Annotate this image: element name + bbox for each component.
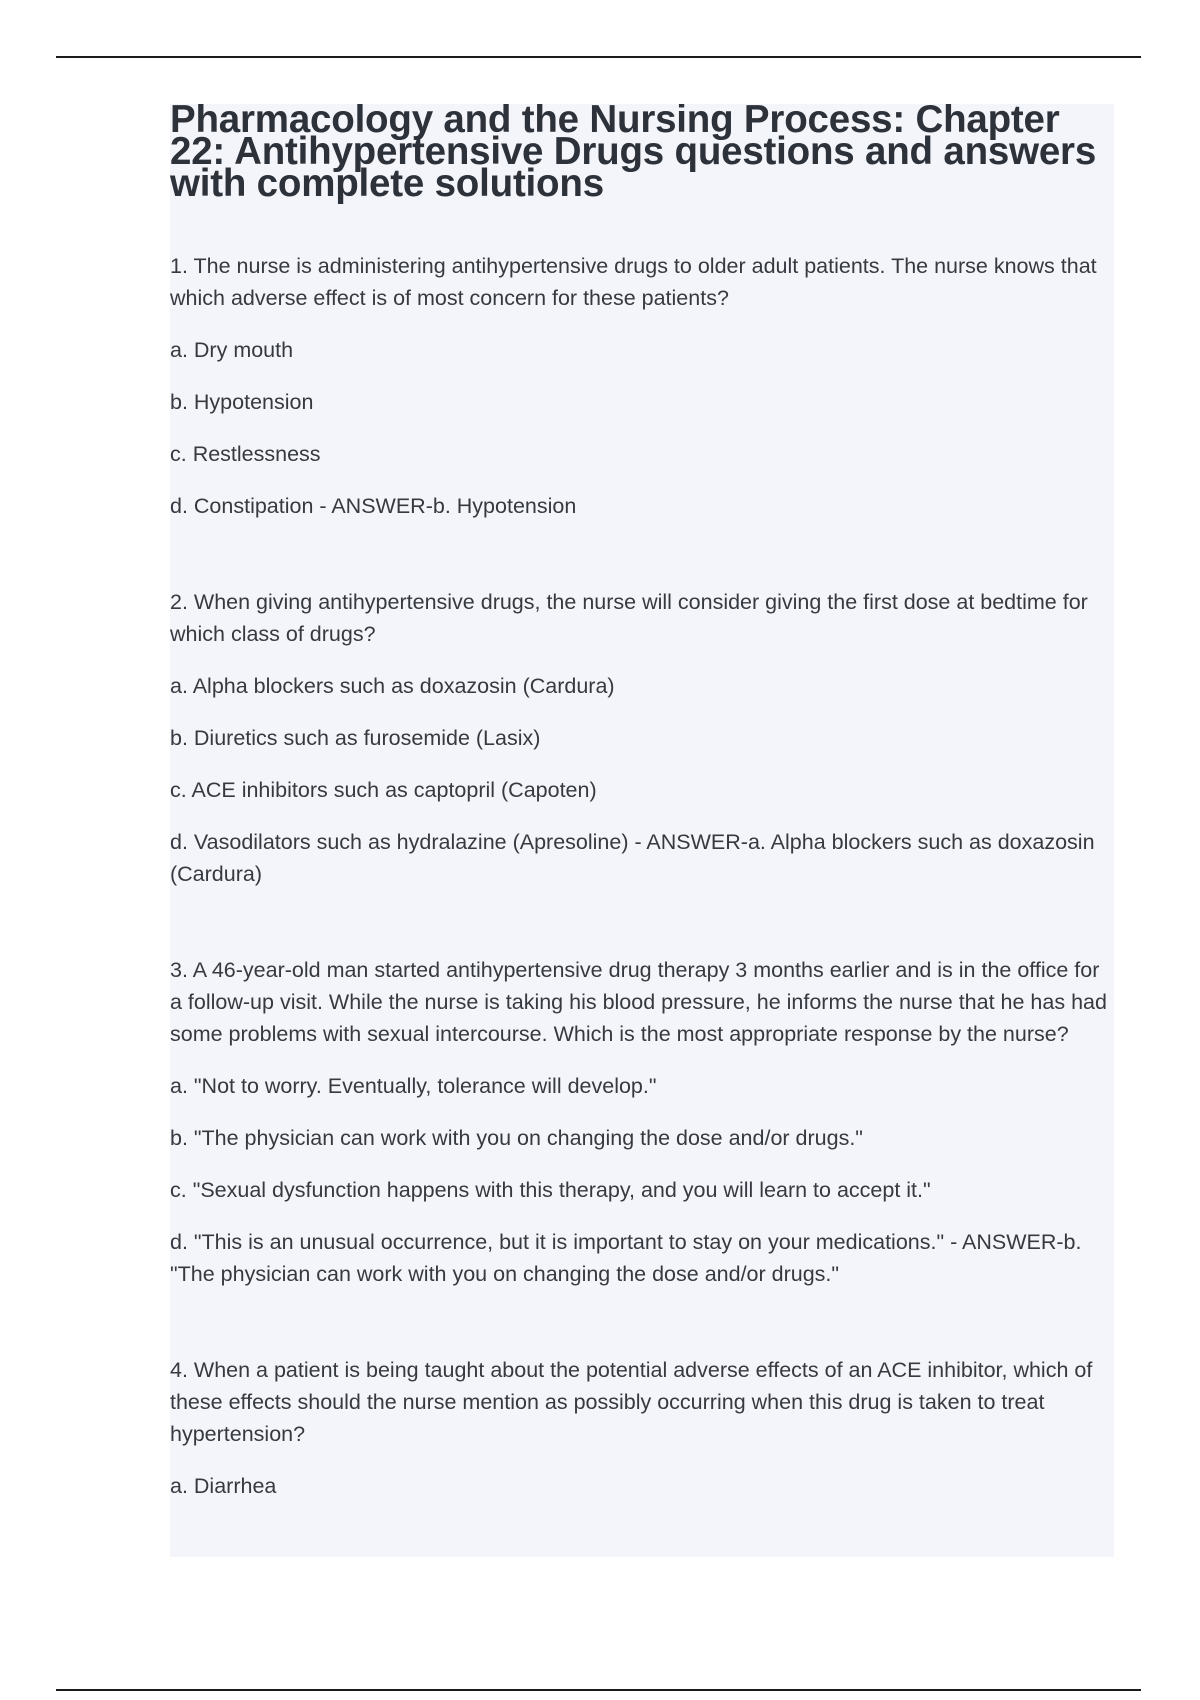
bottom-rule bbox=[56, 1689, 1141, 1691]
answer-option-with-answer: d. Vasodilators such as hydralazine (Apresoline) - ANSWER-a. Alpha blockers such as doxazosin (Cardura) bbox=[170, 830, 1095, 886]
answer-option: c. "Sexual dysfunction happens with this therapy, and you will learn to accept it." bbox=[170, 1178, 931, 1202]
question-text: 3. A 46-year-old man started antihypertensive drug therapy 3 months earlier and is in the office for a follow-up visit. While the nurse is taking his blood pressure, he informs the nurse that he has had some problems with sexual intercourse. Which is the most appropriate response by the nurse? bbox=[170, 958, 1107, 1046]
question-list bbox=[170, 250, 1114, 1502]
answer-option: a. Dry mouth bbox=[170, 338, 294, 362]
answer-option: b. Diuretics such as furosemide (Lasix) bbox=[170, 726, 541, 750]
answer-option: b. Hypotension bbox=[170, 390, 314, 414]
question-text: 4. When a patient is being taught about the potential adverse effects of an ACE inhibitor, which of these effects should the nurse mention as possibly occurring when this drug is taken to treat hypertension? bbox=[170, 1358, 1093, 1446]
answer-option: c. Restlessness bbox=[170, 442, 321, 466]
answer-option: a. Alpha blockers such as doxazosin (Cardura) bbox=[170, 674, 615, 698]
answer-option-with-answer: d. "This is an unusual occurrence, but it is important to stay on your medications." - ANSWER-b. "The physician can work with you on changing the dose and/or drugs." bbox=[170, 1230, 1082, 1286]
answer-option: c. ACE inhibitors such as captopril (Capoten) bbox=[170, 778, 597, 802]
answer-option: a. Diarrhea bbox=[170, 1474, 277, 1498]
question-2 bbox=[170, 586, 1114, 890]
question-text: 1. The nurse is administering antihypertensive drugs to older adult patients. The nurse knows that which adverse effect is of most concern for these patients? bbox=[170, 254, 1097, 310]
document-content bbox=[170, 104, 1114, 1557]
answer-option-with-answer: d. Constipation - ANSWER-b. Hypotension bbox=[170, 494, 577, 518]
answer-option: b. "The physician can work with you on changing the dose and/or drugs." bbox=[170, 1126, 863, 1150]
question-3 bbox=[170, 954, 1114, 1290]
answer-option: a. "Not to worry. Eventually, tolerance will develop." bbox=[170, 1074, 657, 1098]
question-text: 2. When giving antihypertensive drugs, the nurse will consider giving the first dose at bedtime for which class of drugs? bbox=[170, 590, 1088, 646]
document-title: Pharmacology and the Nursing Process: Chapter 22: Antihypertensive Drugs questions and answers with complete solutions bbox=[170, 104, 1097, 205]
question-4 bbox=[170, 1354, 1114, 1502]
question-1 bbox=[170, 250, 1114, 522]
top-rule bbox=[56, 56, 1141, 58]
